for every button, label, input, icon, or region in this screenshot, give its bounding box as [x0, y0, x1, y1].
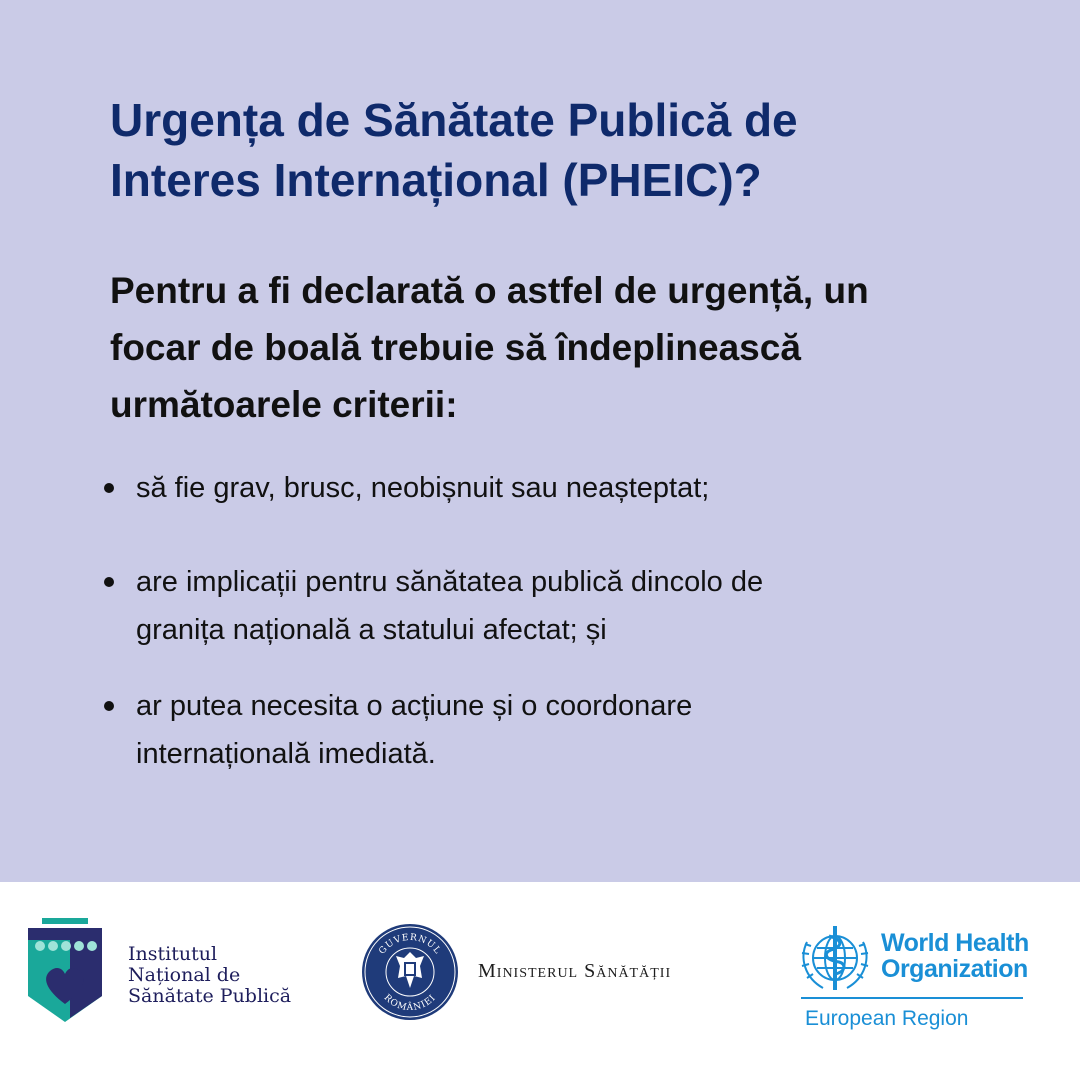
lead-line-3: următoarele criterii:: [110, 384, 458, 425]
bullet-dot-icon: [104, 577, 114, 587]
criteria-item-line: ar putea necesita o acțiune și o coordonare: [136, 690, 693, 722]
who-name: [881, 930, 1029, 982]
insp-name-line-2: Național de: [128, 964, 241, 986]
ministry-name: Ministerul Sănătății: [478, 960, 672, 982]
lead-paragraph: [110, 262, 990, 433]
svg-text:GUVERNUL: GUVERNUL: [377, 932, 443, 957]
romanian-government-seal-icon: [360, 922, 460, 1022]
lead-line-2: focar de boală trebuie să îndeplinească: [110, 327, 801, 368]
insp-logo-block: [28, 918, 358, 1038]
bullet-dot-icon: [104, 701, 114, 711]
ministry-logo-block: [360, 922, 740, 1032]
criteria-item-text: [136, 558, 996, 654]
who-name-line-1: World Health: [881, 929, 1029, 957]
insp-name: [128, 944, 291, 1007]
who-name-line-2: Organization: [881, 955, 1028, 983]
page-title: [110, 90, 990, 210]
bullet-dot-icon: [104, 483, 114, 493]
who-region: European Region: [805, 1007, 969, 1030]
who-divider: [801, 997, 1023, 999]
insp-name-line-1: Institutul: [128, 943, 218, 965]
svg-text:ROMÂNIEI: ROMÂNIEI: [381, 992, 439, 1014]
criteria-item-line: să fie grav, brusc, neobișnuit sau neașteptat;: [136, 472, 710, 504]
criteria-item-line: granița națională a statului afectat; și: [136, 614, 607, 646]
page-title-line-2: Interes Internațional (PHEIC)?: [110, 154, 762, 206]
insp-name-line-3: Sănătate Publică: [128, 985, 292, 1007]
partner-logos-footer: [0, 882, 1080, 1080]
lead-line-1: Pentru a fi declarată o astfel de urgență, un: [110, 270, 869, 311]
criteria-item-line: internațională imediată.: [136, 738, 436, 770]
heart-shield-logo-icon: [28, 918, 108, 1030]
criteria-item-text: [136, 464, 996, 512]
criteria-item-text: [136, 682, 996, 778]
who-emblem-icon: [795, 922, 877, 1000]
criteria-item-line: are implicații pentru sănătatea publică dincolo de: [136, 566, 764, 598]
who-logo-block: [795, 922, 1035, 1042]
page-title-line-1: Urgența de Sănătate Publică de: [110, 94, 798, 146]
